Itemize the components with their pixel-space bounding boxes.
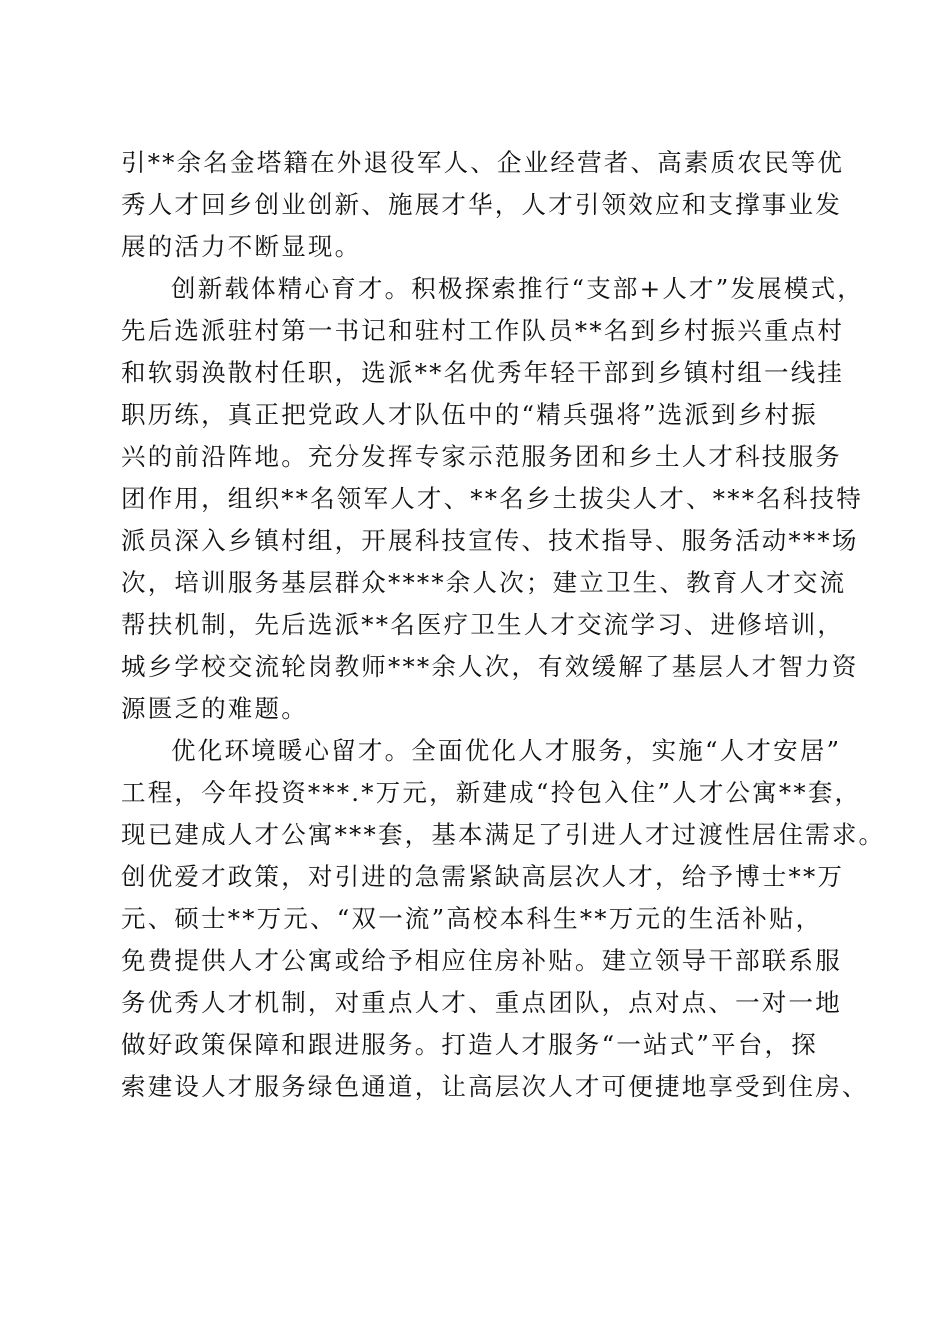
document-body <box>121 142 886 1108</box>
text-line: 秀人才回乡创业创新、施展才华，人才引领效应和支撑事业发 <box>121 190 842 219</box>
text-line: 源匮乏的难题。 <box>121 694 308 723</box>
paragraph-talent-retention <box>121 730 886 1108</box>
text-line: 先后选派驻村第一书记和驻村工作队员**名到乡村振兴重点村 <box>121 316 845 345</box>
text-line: 现已建成人才公寓***套，基本满足了引进人才过渡性居住需求。 <box>121 820 886 849</box>
text-line: 创新载体精心育才。积极探索推行“支部+人才”发展模式， <box>171 274 864 303</box>
text-line: 帮扶机制，先后选派**名医疗卫生人才交流学习、进修培训， <box>121 610 845 639</box>
text-line: 城乡学校交流轮岗教师***余人次，有效缓解了基层人才智力资 <box>121 652 859 681</box>
text-line: 优化环境暖心留才。全面优化人才服务，实施“人才安居” <box>171 736 842 765</box>
text-line: 创优爱才政策，对引进的急需紧缺高层次人才，给予博士**万 <box>121 862 845 891</box>
text-line: 兴的前沿阵地。充分发挥专家示范服务团和乡土人才科技服务 <box>121 442 842 471</box>
text-line: 免费提供人才公寓或给予相应住房补贴。建立领导干部联系服 <box>121 946 842 975</box>
text-line: 展的活力不断显现。 <box>121 232 362 261</box>
text-line: 派员深入乡镇村组，开展科技宣传、技术指导、服务活动***场 <box>121 526 859 555</box>
text-line: 做好政策保障和跟进服务。打造人才服务“一站式”平台，探 <box>121 1030 818 1059</box>
text-line: 职历练，真正把党政人才队伍中的“精兵强将”选派到乡村振 <box>121 400 818 429</box>
paragraph-talent-cultivation <box>121 268 864 730</box>
text-line: 务优秀人才机制，对重点人才、重点团队，点对点、一对一地 <box>121 988 842 1017</box>
text-line: 索建设人才服务绿色通道，让高层次人才可便捷地享受到住房、 <box>121 1072 869 1101</box>
paragraph-continued <box>121 142 845 268</box>
text-line: 引**余名金塔籍在外退役军人、企业经营者、高素质农民等优 <box>121 148 845 177</box>
text-line: 和软弱涣散村任职，选派**名优秀年轻干部到乡镇村组一线挂 <box>121 358 845 387</box>
text-line: 次，培训服务基层群众****余人次；建立卫生、教育人才交流 <box>121 568 847 597</box>
text-line: 元、硕士**万元、“双一流”高校本科生**万元的生活补贴， <box>121 904 823 933</box>
text-line: 工程，今年投资***.*万元，新建成“拎包入住”人才公寓**套， <box>121 778 862 807</box>
text-line: 团作用，组织**名领军人才、**名乡土拔尖人才、***名科技特 <box>121 484 863 513</box>
